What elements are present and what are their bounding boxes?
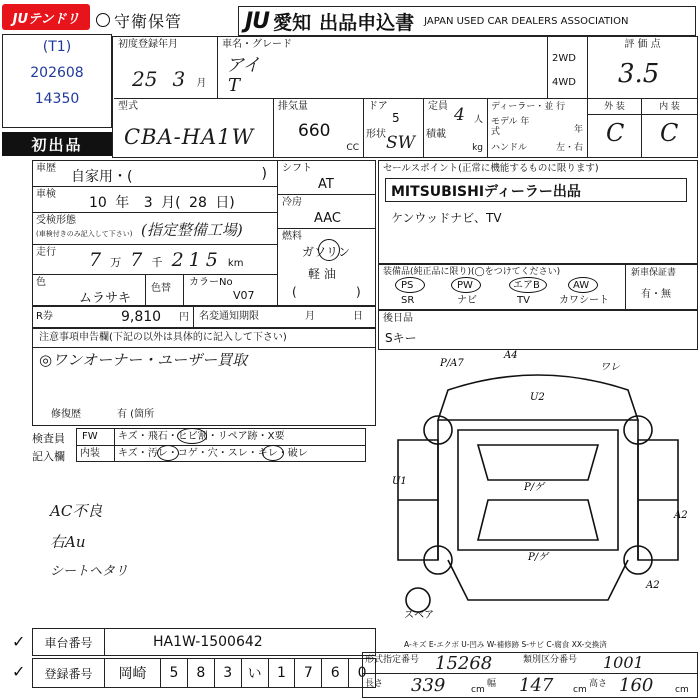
cooler-value: AAC (314, 211, 341, 226)
mark-pge-1: P/ゲ (524, 482, 545, 493)
mark-u2: U2 (530, 392, 545, 403)
recycle-unit: 円 (179, 312, 189, 323)
plate-digits (161, 659, 375, 687)
score-value: 3.5 (618, 59, 660, 89)
registration-label: 初度登録年月 (118, 39, 178, 50)
mark-a2-2: A2 (646, 580, 660, 591)
inspector-fw-row: キズ・飛石・ヒビ割・リペア跡・X要 (118, 431, 285, 442)
sales-line-2: ケンウッドナビ、TV (391, 211, 502, 225)
displacement-unit: CC (346, 143, 359, 153)
height-unit: cm (675, 685, 689, 695)
damage-legend: A-キズ E-エクボ U-凹み W-補修跡 S-サビ C-腐食 XX-交換済 (404, 640, 607, 649)
capacity-value: 4 (454, 105, 465, 125)
inspection-month: 3 (143, 195, 153, 211)
plate-label: 登録番号 (33, 659, 105, 687)
inspection-year: 10 (89, 195, 107, 211)
usage-value: 自家用・( (71, 169, 133, 185)
length-value: 339 (411, 675, 446, 696)
mileage-sen-unit: 千 (151, 256, 163, 269)
check-mark: ✓ (12, 632, 26, 651)
keeper-stamp (96, 8, 226, 32)
equipment-ps: PS (401, 280, 414, 291)
car-name-cell (218, 37, 548, 99)
displacement-label: 排気量 (278, 101, 308, 112)
registration-year: 25 (132, 67, 158, 91)
ju-brand-mark: JU (245, 8, 270, 34)
equipment-sr: SR (401, 295, 415, 306)
inspection-day-unit: 日) (215, 195, 235, 211)
circle-mark (509, 277, 547, 293)
inspector-label-2: 記入欄 (32, 450, 65, 463)
usage-close: ) (261, 166, 267, 182)
inspection-row (33, 187, 277, 213)
lot-number-box (2, 34, 112, 128)
maintenance-value: (指定整備工場) (141, 221, 243, 239)
plate-digit: 5 (161, 659, 188, 687)
score-label: 評 価 点 (624, 39, 661, 50)
storage-label: 後日品 (383, 313, 413, 324)
dealer-label: ディーラー・並 行 (491, 102, 566, 112)
recycle-row (32, 306, 376, 328)
inspector-interior-label: 内装 (80, 448, 100, 459)
equipment-tv: TV (517, 295, 530, 306)
length-label: 長さ (365, 679, 384, 689)
equipment-pw: PW (457, 280, 473, 291)
model-label: 型式 (118, 101, 138, 112)
car-grade-value: T (228, 75, 241, 96)
mileage-row (33, 245, 277, 275)
mileage-rest: 215 (171, 249, 223, 271)
mark-spare: スペア (404, 610, 434, 620)
mark-u1: U1 (392, 476, 407, 487)
chassis-row (32, 628, 376, 656)
shape-value: SW (386, 133, 416, 153)
inspector-label-1: 検査員 (32, 432, 65, 445)
recycle-label: R券 (36, 311, 53, 322)
repair-label: 修復歴 (51, 409, 81, 420)
inspection-label: 車検 (36, 189, 56, 200)
sales-point-label: セールスポイント(正常に機能するものに限ります) (383, 163, 599, 174)
mark-crack: ワレ (600, 362, 620, 373)
shift-label: シフト (282, 163, 312, 174)
plate-row (32, 658, 376, 688)
plate-city: 岡崎 (105, 659, 161, 687)
circle-mark (157, 445, 179, 461)
score-cell (588, 37, 697, 99)
fuel-diesel: 軽 油 (308, 267, 336, 281)
circle-mark (96, 13, 110, 27)
inspection-month-unit: 月( (161, 195, 181, 211)
mileage-man-unit: 万 (110, 256, 122, 269)
height-value: 160 (619, 675, 654, 696)
plate-digit: 7 (295, 659, 322, 687)
plate-digit: 1 (269, 659, 296, 687)
inspection-day: 28 (189, 195, 207, 211)
form-title: 出品申込書 (319, 11, 415, 34)
cooler-cell (278, 195, 375, 229)
shift-cell (278, 161, 375, 195)
chassis-label: 車台番号 (33, 629, 105, 655)
equipment-airbag: エアB (513, 280, 540, 291)
car-damage-diagram (378, 350, 698, 620)
lot-line-3: 14350 (34, 91, 80, 107)
shape-label: 形状 (366, 129, 386, 140)
english-title: JAPAN USED CAR DEALERS ASSOCIATION (424, 15, 629, 27)
check-mark: ✓ (12, 662, 26, 681)
plate-digit: 6 (322, 659, 349, 687)
model-value: CBA-HA1W (124, 125, 255, 149)
mark-pge-2: P/ゲ (528, 552, 549, 563)
drive-cell (548, 37, 588, 99)
type-label: 形式指定番号 (365, 655, 420, 665)
width-value: 147 (519, 675, 554, 696)
lot-line-1: (T1) (42, 39, 72, 55)
fuel-circle-mark (318, 239, 340, 261)
mark-pa7: P/A7 (440, 358, 464, 369)
capacity-unit: 人 (473, 115, 483, 125)
type-designation-block (362, 652, 698, 698)
mileage-man: 7 (89, 249, 102, 271)
maintenance-note: (車検付きのみ記入して下さい) (36, 230, 133, 238)
equipment-block (378, 264, 698, 310)
fuel-label: 燃料 (282, 231, 302, 242)
keeper-label: 守衛保管 (114, 11, 183, 31)
new-car-label: 新車保証書 (631, 268, 677, 278)
plate-digit: 8 (188, 659, 215, 687)
mileage-sen: 7 (130, 249, 143, 271)
maintenance-label: 受検形態 (36, 215, 76, 226)
shift-value: AT (318, 177, 334, 192)
circle-mark (395, 277, 425, 293)
color-label: 色 (36, 277, 46, 288)
interior-grade: C (660, 119, 679, 147)
deadline-label: 名変通知期限 (199, 311, 259, 322)
doors-cell (364, 99, 424, 157)
inspection-year-unit: 年 (115, 195, 130, 211)
fuel-paren-open: ( (292, 285, 297, 299)
recycle-value: 9,810 (121, 309, 162, 325)
storage-block (378, 310, 698, 350)
notes-line-1: ◎ワンオーナー・ユーザー買取 (39, 351, 248, 369)
ext-int-cell (588, 99, 697, 157)
equipment-label: 装備品(純正品に限り)(◯をつけてください) (383, 267, 561, 277)
new-car-value: 有・無 (641, 289, 671, 300)
displacement-value: 660 (298, 121, 331, 141)
first-listing-badge (2, 132, 112, 156)
width-unit: cm (573, 685, 587, 695)
height-label: 高さ (589, 679, 608, 689)
storage-value: Sキー (385, 331, 417, 345)
registration-cell (114, 37, 218, 99)
hand-notes (50, 500, 210, 580)
exterior-grade: C (606, 119, 625, 147)
load-label: 積載 (426, 129, 446, 140)
ju-logo-text: JUテンドリ (12, 11, 80, 27)
sales-line-1: MITSUBISHIディーラー出品 (391, 184, 581, 200)
inspector-fw-label: FW (82, 431, 98, 442)
equipment-aw: AW (573, 280, 590, 291)
equipment-kawaseat: カワシート (559, 295, 609, 306)
model-cell (114, 99, 274, 157)
usage-row (33, 161, 277, 187)
model-year-unit: 年 (573, 125, 583, 135)
mark-a2-1: A2 (674, 510, 688, 521)
exterior-label: 外 装 (588, 99, 642, 115)
length-unit: cm (471, 685, 485, 695)
fuel-paren-close: ) (356, 285, 361, 299)
load-unit: kg (472, 143, 483, 153)
repair-value: 有 (箇所 (117, 409, 155, 420)
color-code-label: カラーNo (189, 277, 233, 288)
usage-label: 車歴 (36, 163, 56, 174)
mileage-label: 走行 (36, 247, 56, 258)
circle-mark (262, 445, 284, 461)
registration-month: 3 (172, 67, 186, 91)
circle-mark (451, 277, 481, 293)
deadline-day-unit: 日 (353, 311, 363, 322)
color-change-label: 色替 (151, 283, 171, 294)
width-label: 幅 (487, 679, 497, 689)
header-title-box (238, 6, 696, 36)
color-code: V07 (233, 289, 255, 302)
type-value: 15268 (435, 653, 493, 674)
color-value: ムラサキ (79, 291, 132, 306)
ju-logo (2, 4, 90, 30)
plate-digit: 0 (357, 665, 367, 681)
circle-mark (568, 277, 598, 293)
car-name-label: 車名・グレード (222, 39, 292, 50)
car-name-value: アイ (226, 55, 261, 76)
equipment-grid (383, 279, 623, 309)
brand-text: 愛知 (273, 11, 312, 34)
handle-options: 左・右 (555, 143, 583, 153)
color-row (33, 275, 277, 305)
inspector-block (32, 428, 376, 464)
lot-line-2: 202608 (30, 65, 84, 81)
plate-digit: い (242, 659, 269, 687)
notes-block (32, 328, 376, 426)
interior-label: 内 装 (642, 99, 697, 115)
model-year-label: モデル 年 式 (491, 117, 530, 137)
registration-month-unit: 月 (196, 78, 207, 89)
maintenance-row (33, 213, 277, 245)
plate-digit: 3 (215, 659, 242, 687)
dealer-cell (488, 99, 588, 157)
equipment-navi: ナビ (457, 295, 477, 306)
circle-mark (177, 428, 207, 444)
class-value: 1001 (603, 653, 644, 672)
drive-2wd: 2WD (552, 53, 576, 64)
handle-label: ハンドル (491, 143, 528, 153)
hand-note-3: シートヘタリ (50, 564, 129, 579)
fuel-gasoline: ガソリン (302, 245, 351, 259)
drive-4wd: 4WD (552, 77, 576, 88)
hand-note-1: AC不良 (50, 502, 103, 520)
capacity-cell (424, 99, 488, 157)
displacement-cell (274, 99, 364, 157)
cooler-label: 冷房 (282, 197, 302, 208)
deadline-month-unit: 月 (305, 311, 315, 322)
mileage-unit: km (227, 258, 244, 269)
first-listing-label: 初出品 (31, 135, 83, 154)
capacity-label: 定員 (428, 101, 448, 112)
sales-point-block (378, 160, 698, 264)
chassis-value: HA1W-1500642 (153, 634, 263, 650)
doors-value: 5 (392, 111, 400, 125)
doors-label: ドア (368, 101, 388, 112)
inspector-interior-row: キズ・汚レ・コゲ・穴・スレ・キレ・破レ (118, 448, 308, 459)
class-label: 類別区分番号 (523, 655, 578, 665)
mark-a4: A4 (504, 350, 518, 361)
fuel-cell (278, 229, 375, 305)
notes-label: 注意事項申告欄(下記の以外は具体的に記入して下さい) (33, 329, 375, 348)
hand-note-2: 右Au (50, 533, 86, 551)
